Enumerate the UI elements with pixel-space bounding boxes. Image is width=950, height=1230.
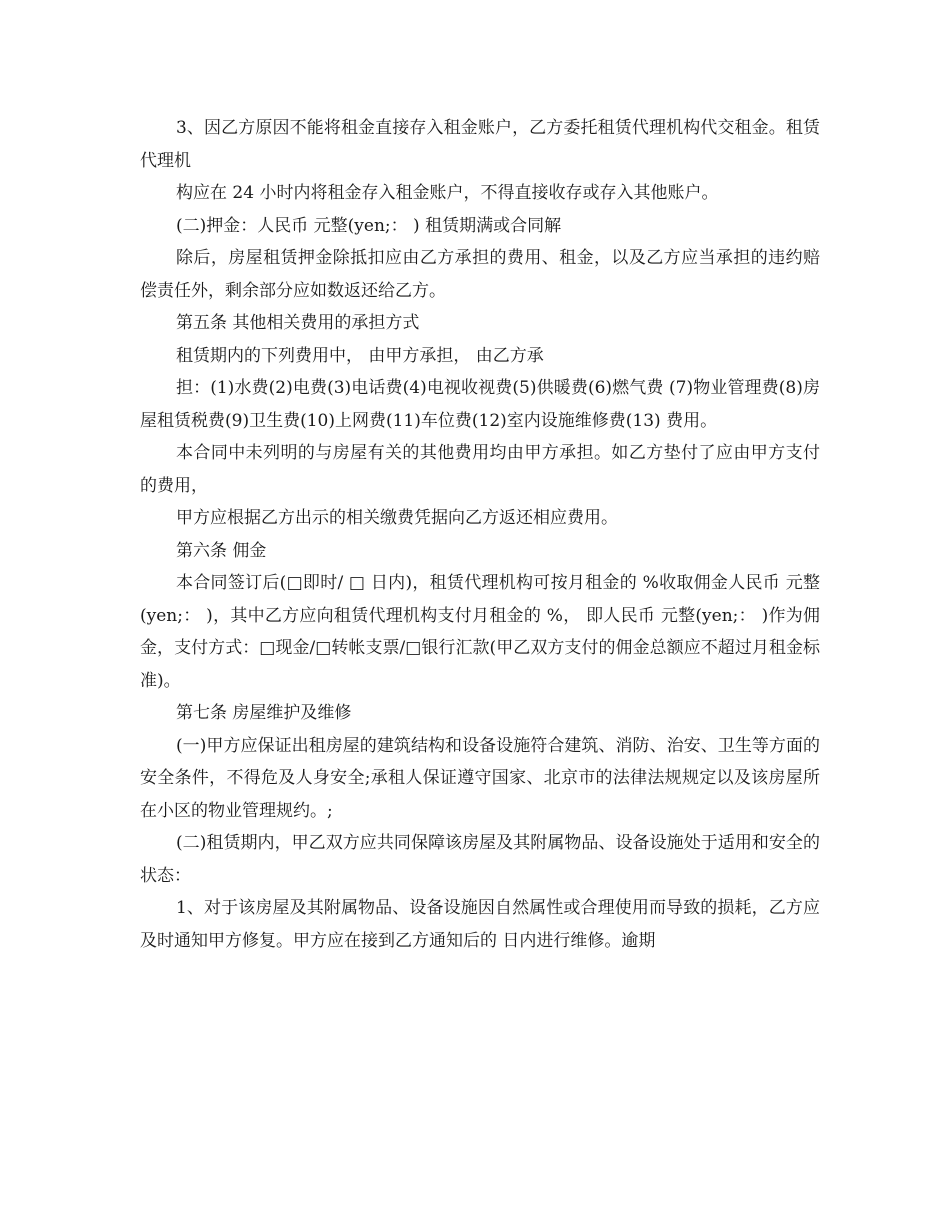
paragraph-security-deposit: (二)押金：人民币 元整(yen;： ) 租赁期满或合同解: [176, 215, 562, 236]
paragraph-fees-list: 担：(1)水费(2)电费(3)电话费(4)电视收视费(5)供暖费(6)燃气费 (7)物业管理费(8)房屋租赁税费(9)卫生费(10)上网费(11)车位费(12)室内设施维修费(13) 费用。: [140, 378, 820, 431]
heading-article-6: 第六条 佣金: [176, 540, 267, 561]
paragraph-commission: 本合同签订后(□即时/ □ 日内)，租赁代理机构可按月租金的 %收取佣金人民币 元整(yen;： )，其中乙方应向租赁代理机构支付月租金的 %， 即人民币 元整(yen;： )作为佣金，支付方式：□现金/□转帐支票/□银行汇款(甲乙双方支付的佣金总额应不超过月租金标准)。: [140, 573, 820, 691]
heading-article-7: 第七条 房屋维护及维修: [176, 703, 352, 723]
paragraph-repair-notice: 1、对于该房屋及其附属物品、设备设施因自然属性或合理使用而导致的损耗，乙方应及时通知甲方修复。甲方应在接到乙方通知后的 日内进行维修。逾期: [140, 898, 820, 951]
paragraph-fee-refund: 甲方应根据乙方出示的相关缴费凭据向乙方返还相应费用。: [176, 508, 618, 528]
paragraph-rent-agent-deposit: 3、因乙方原因不能将租金直接存入租金账户，乙方委托租赁代理机构代交租金。租赁代理机: [140, 118, 820, 171]
paragraph-fees-intro: 租赁期内的下列费用中， 由甲方承担， 由乙方承: [176, 345, 544, 366]
paragraph-safety-conditions: (一)甲方应保证出租房屋的建筑结构和设备设施符合建筑、消防、治安、卫生等方面的安全条件，不得危及人身安全;承租人保证遵守国家、北京市的法律法规规定以及该房屋所在小区的物业管理规约。;: [140, 735, 820, 821]
document-body: [140, 112, 820, 957]
paragraph-joint-maintenance: (二)租赁期内，甲乙双方应共同保障该房屋及其附属物品、设备设施处于适用和安全的状态：: [140, 833, 820, 886]
paragraph-deposit-return: 除后，房屋租赁押金除抵扣应由乙方承担的费用、租金，以及乙方应当承担的违约赔偿责任外，剩余部分应如数返还给乙方。: [140, 248, 820, 301]
paragraph-rent-agent-deadline: 构应在 24 小时内将租金存入租金账户，不得直接收存或存入其他账户。: [176, 183, 719, 203]
paragraph-unlisted-fees: 本合同中未列明的与房屋有关的其他费用均由甲方承担。如乙方垫付了应由甲方支付的费用，: [140, 443, 820, 496]
heading-article-5: 第五条 其他相关费用的承担方式: [176, 313, 420, 333]
